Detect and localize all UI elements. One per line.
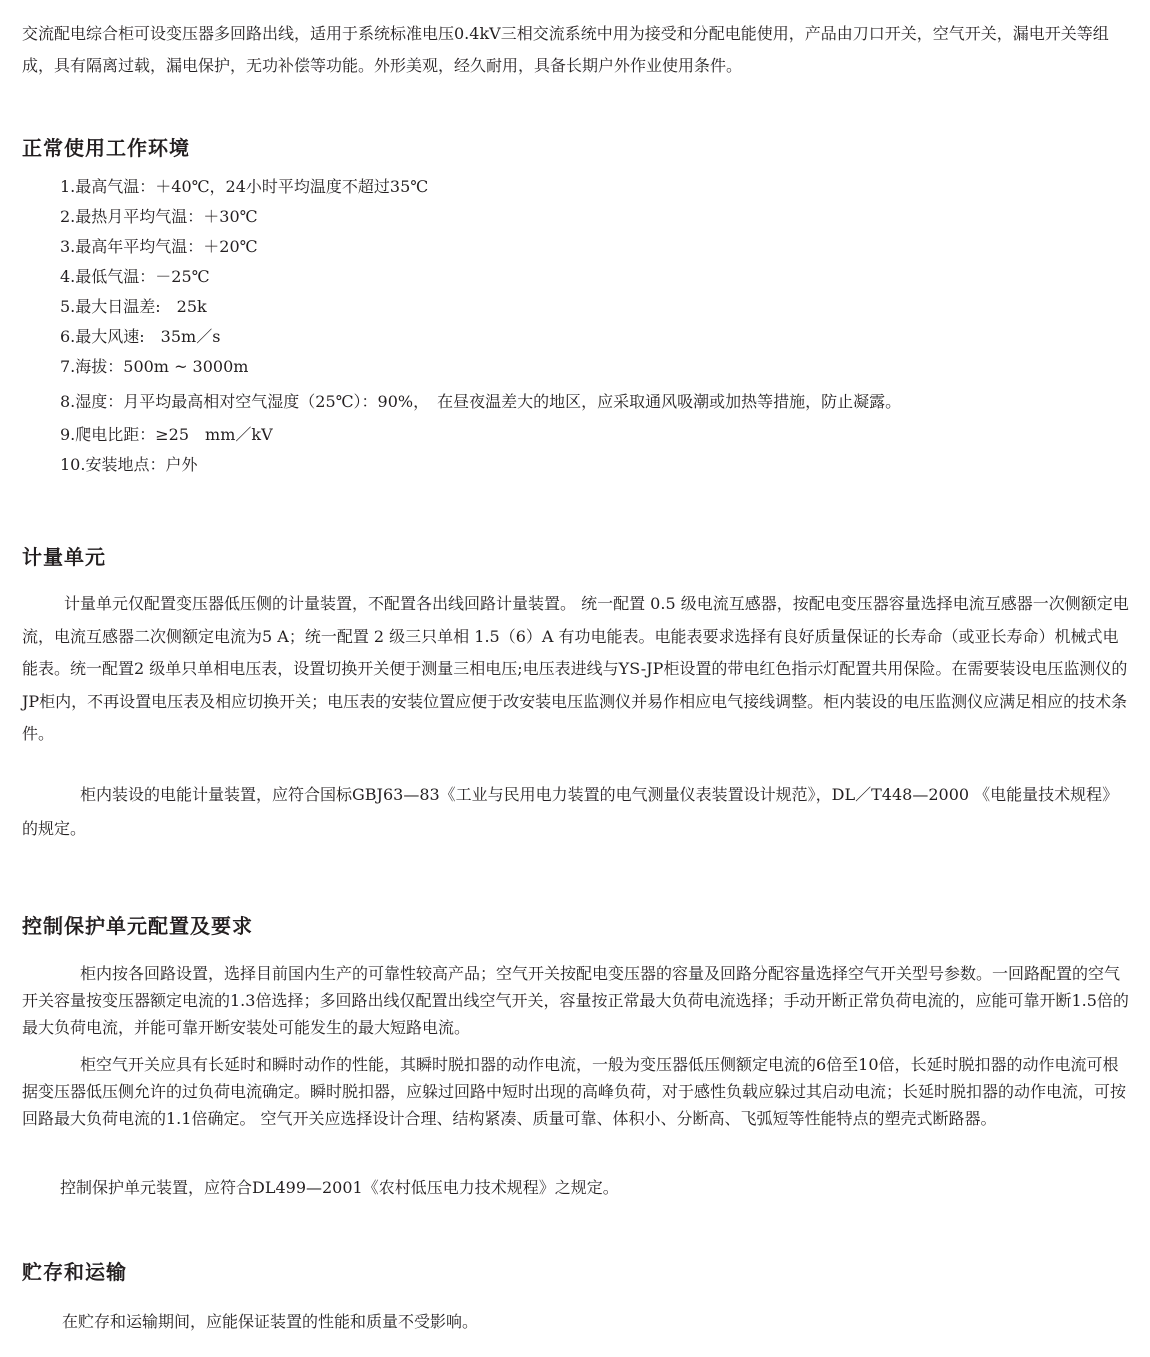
list-item: 8.湿度：月平均最高相对空气湿度（25℃）：90%， 在昼夜温差大的地区，应采取通风吸潮或加热等措施，防止凝露。 <box>60 392 902 411</box>
control-paragraph-1: 柜内按各回路设置，选择目前国内生产的可靠性较高产品；空气开关按配电变压器的容量及回路分配容量选择空气开关型号参数。一回路配置的空气开关容量按变压器额定电流的1.3倍选择；多回路出线仅配置出线空气开关，容量按正常最大负荷电流选择；手动开断正常负荷电流的，应能可靠开断1.5倍的最大负荷电流，并能可靠开断安装处可能发生的最大短路电流。 <box>22 964 1129 1037</box>
list-item: 2.最热月平均气温：＋30℃ <box>60 207 258 226</box>
intro-paragraph: 交流配电综合柜可设变压器多回路出线，适用于系统标准电压0.4kV三相交流系统中用为接受和分配电能使用，产品由刀口开关，空气开关，漏电开关等组成，具有隔离过载，漏电保护，无功补偿等功能。外形美观，经久耐用，具备长期户外作业使用条件。 <box>22 24 1109 75</box>
control-heading: 控制保护单元配置及要求 <box>22 914 253 938</box>
list-item: 6.最大风速: 35m／s <box>60 327 221 346</box>
metering-paragraph-2: 柜内装设的电能计量装置，应符合国标GBJ63—83《工业与民用电力装置的电气测量仪表装置设计规范》，DL／T448—2000 《电能量技术规程》的规定。 <box>22 785 1119 838</box>
list-item: 5.最大日温差: 25k <box>60 297 207 316</box>
list-item: 10.安装地点：户外 <box>60 455 198 474</box>
list-item: 9.爬电比距：≥25 mm／kV <box>60 425 273 444</box>
metering-heading: 计量单元 <box>22 545 106 569</box>
control-paragraph-3: 控制保护单元装置，应符合DL499—2001《农村低压电力技术规程》之规定。 <box>60 1178 619 1197</box>
list-item: 7.海拔：500m ~ 3000m <box>60 357 249 376</box>
environment-list <box>60 172 901 480</box>
list-item: 4.最低气温：－25℃ <box>60 267 210 286</box>
environment-heading: 正常使用工作环境 <box>22 136 190 160</box>
list-item: 1.最高气温：＋40℃，24小时平均温度不超过35℃ <box>60 177 429 196</box>
storage-paragraph: 在贮存和运输期间，应能保证装置的性能和质量不受影响。 <box>62 1312 479 1331</box>
metering-paragraph-1: 计量单元仅配置变压器低压侧的计量装置，不配置各出线回路计量装置。 统一配置 0.5 级电流互感器，按配电变压器容量选择电流互感器一次侧额定电流，电流互感器二次侧额定电流为5 A；统一配置 2 级三只单相 1.5（6）A 有功电能表。电能表要求选择有良好质量保证的长寿命（或亚长寿命）机械式电能表。统一配置2 级单只单相电压表，设置切换开关便于测量三相电压;电压表进线与YS-JP柜设置的带电红色指示灯配置共用保险。在需要装设电压监测仪的JP柜内，不再设置电压表及相应切换开关；电压表的安装位置应便于改安装电压监测仪并易作相应电气接线调整。柜内装设的电压监测仪应满足相应的技术条件。 <box>22 594 1129 743</box>
storage-heading: 贮存和运输 <box>22 1260 127 1284</box>
control-paragraph-2: 柜空气开关应具有长延时和瞬时动作的性能，其瞬时脱扣器的动作电流，一般为变压器低压侧额定电流的6倍至10倍，长延时脱扣器的动作电流可根据变压器低压侧允许的过负荷电流确定。瞬时脱扣器，应躲过回路中短时出现的高峰负荷，对于感性负载应躲过其启动电流；长延时脱扣器的动作电流，可按回路最大负荷电流的1.1倍确定。 空气开关应选择设计合理、结构紧凑、质量可靠、体积小、分断高、飞弧短等性能特点的塑壳式断路器。 <box>22 1055 1127 1128</box>
list-item: 3.最高年平均气温：＋20℃ <box>60 237 258 256</box>
